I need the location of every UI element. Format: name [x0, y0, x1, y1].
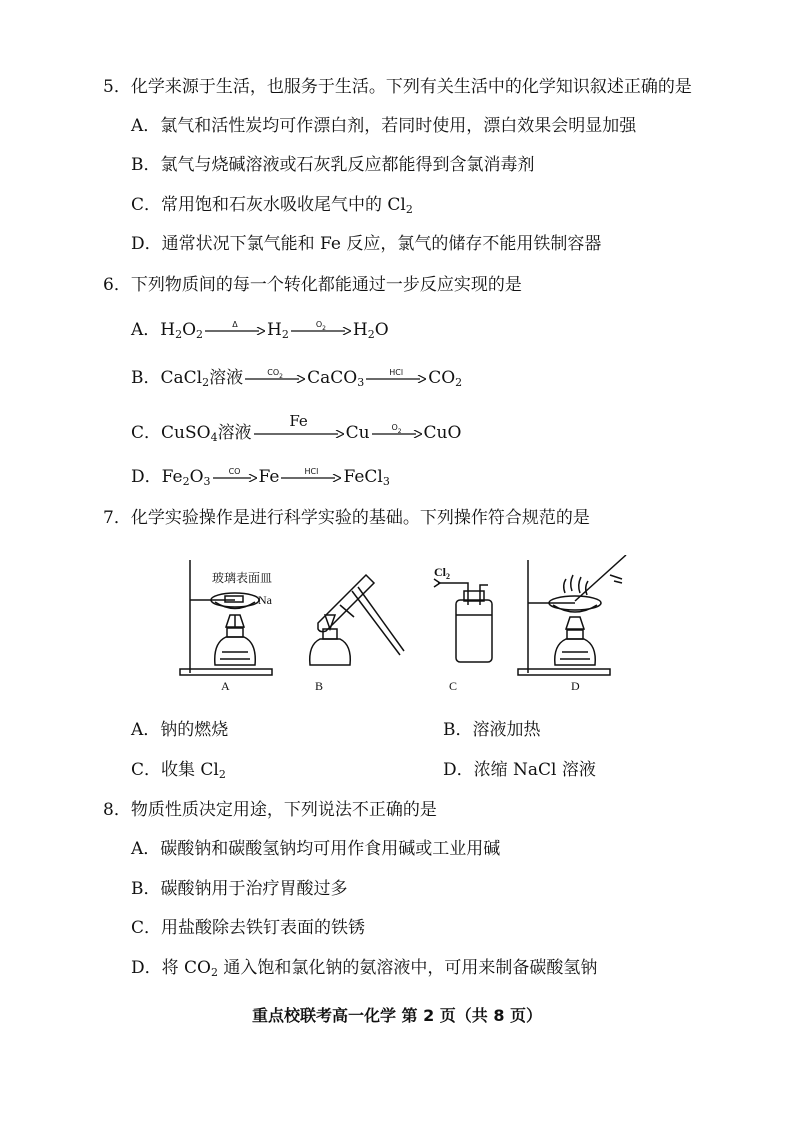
q8-option-b: B．碳酸钠用于治疗胃酸过多: [131, 879, 348, 899]
reaction-arrow: HCl: [366, 375, 426, 383]
reaction-arrow: HCl: [281, 474, 341, 482]
reaction-arrow: $O_2$: [372, 430, 422, 438]
apparatus-c: [434, 579, 492, 662]
sodium-label: Na: [258, 593, 272, 607]
reaction-arrow: CO: [213, 474, 257, 482]
q6-option-b: B．CaCl$_2$溶液 $CO_2$ CaCO$_3$ HCl $CO_2$: [131, 367, 463, 389]
q7-option-c: C．收集 $Cl_2$: [131, 760, 226, 781]
reaction-arrow: Fe: [254, 430, 344, 438]
figure-label-b: B: [315, 679, 324, 693]
apparatus-d: [518, 555, 626, 675]
q5-option-d: D．通常状况下氯气能和 Fe 反应，氯气的储存不能用铁制容器: [131, 234, 602, 254]
q8-option-d: D．将 $CO_2$ 通入饱和氯化钠的氨溶液中，可用来制备碳酸氢钠: [131, 958, 598, 979]
q5-option-c: C．常用饱和石灰水吸收尾气中的 $Cl_2$: [131, 195, 413, 216]
q6-option-a: A．$H_2O_2$ Δ $H_2$ $O_2$ $H_2O$: [131, 319, 389, 341]
reaction-arrow: $O_2$: [291, 327, 351, 335]
q5-stem: 5．化学来源于生活，也服务于生活。下列有关生活中的化学知识叙述正确的是: [103, 77, 692, 97]
figure-label-c: C: [449, 679, 458, 693]
q6-option-d: D．$Fe_2O_3$ CO Fe HCl FeCl$_3$: [131, 466, 390, 488]
q5-option-a: A．氯气和活性炭均可作漂白剂，若同时使用，漂白效果会明显加强: [131, 116, 637, 136]
chlorine-inlet-label: $Cl_2$: [434, 565, 450, 581]
q7-option-b: B．溶液加热: [443, 720, 541, 740]
q7-stem: 7．化学实验操作是进行科学实验的基础。下列操作符合规范的是: [103, 508, 590, 528]
q8-option-c: C．用盐酸除去铁钉表面的铁锈: [131, 918, 366, 938]
q5-option-b: B．氯气与烧碱溶液或石灰乳反应都能得到含氯消毒剂: [131, 155, 535, 175]
figure-label-a: A: [221, 679, 230, 693]
q8-option-a: A．碳酸钠和碳酸氢钠均可用作食用碱或工业用碱: [131, 839, 501, 859]
page-footer: 重点校联考高一化学 第 2 页（共 8 页）: [251, 1006, 543, 1025]
apparatus-b: [310, 575, 404, 665]
q7-option-a: A．钠的燃烧: [131, 720, 229, 740]
lab-apparatus-figure: [170, 555, 640, 704]
q6-option-c: C．CuSO$_4$溶液 Fe Cu $O_2$ CuO: [131, 411, 462, 444]
q7-option-d: D．浓缩 NaCl 溶液: [443, 760, 596, 780]
glass-dish-label: 玻璃表面皿: [212, 571, 273, 585]
q8-stem: 8．物质性质决定用途，下列说法不正确的是: [103, 800, 437, 820]
figure-label-d: D: [571, 679, 580, 693]
reaction-arrow: $CO_2$: [245, 375, 305, 383]
q6-stem: 6．下列物质间的每一个转化都能通过一步反应实现的是: [103, 275, 522, 295]
reaction-arrow: Δ: [205, 327, 265, 335]
